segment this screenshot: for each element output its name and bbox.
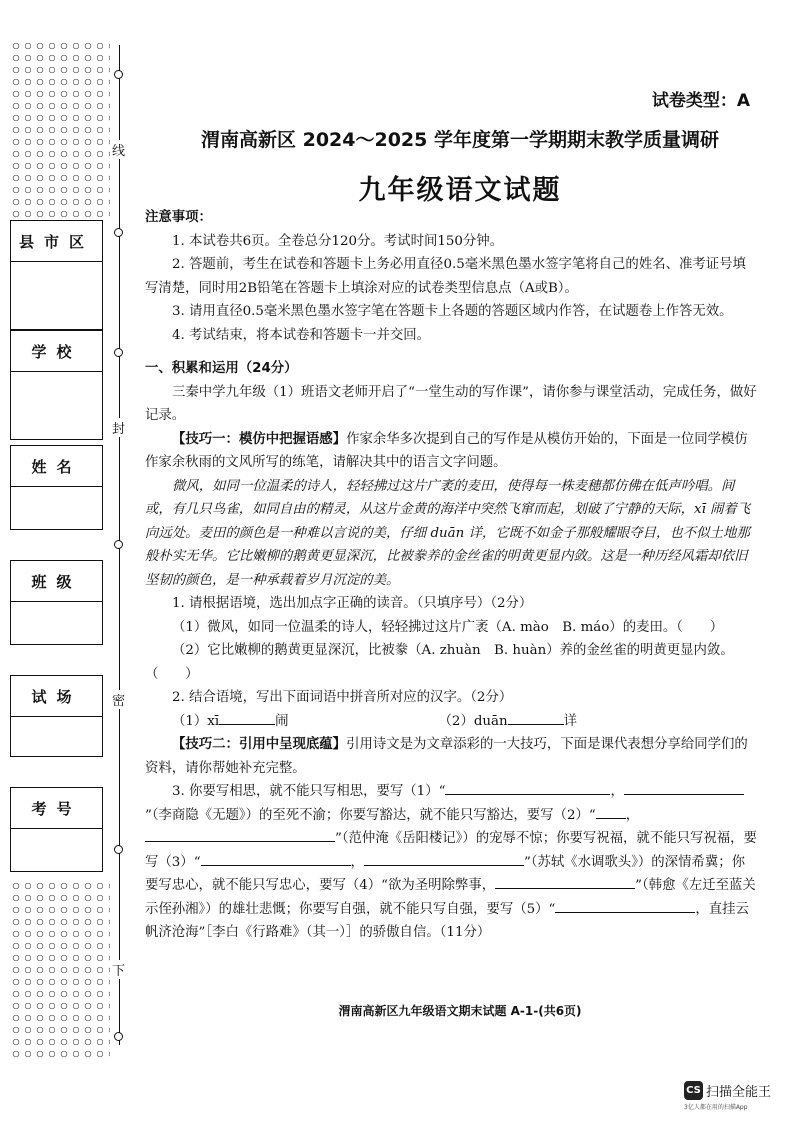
tip-one — [145, 428, 757, 475]
answer-blank[interactable] — [596, 804, 626, 819]
section-intro: 三秦中学九年级（1）班语文老师开启了“一堂生动的写作课”，请你参与课堂活动，完成任务，做好记录。 — [145, 384, 757, 423]
info-label-number: 考号 — [11, 788, 102, 829]
answer-blank[interactable] — [508, 710, 564, 725]
note-item: 3. 请用直径0.5毫米黑色墨水签字笔在答题卡上各题的答题区域内作答，在试题卷上作答无效。 — [172, 304, 733, 319]
info-box-name[interactable] — [10, 445, 103, 530]
answer-blank[interactable] — [201, 851, 351, 866]
binding-char-xia: 下 — [112, 960, 125, 979]
question-3-text: ”（范仲淹《岳阳楼记》）的宠辱不惊；你要写祝福，就不能只写祝福，要写（3）“ — [145, 831, 757, 870]
note-item: 1. 本试卷共6页。全卷总分120分。考试时间150分钟。 — [172, 233, 504, 249]
info-label-class: 班级 — [11, 561, 102, 602]
tip-two — [145, 733, 757, 780]
question-2-part-1: （1）xī — [172, 713, 220, 729]
info-box-number[interactable] — [10, 787, 103, 872]
answer-blank[interactable] — [145, 827, 335, 842]
question-2-part-1-suffix: 闹 — [275, 713, 289, 729]
question-3: 3. 你要写相思，就不能只写相思，要写（1）“ ，”（李商隐《无题》）的至死不渝；你要写豁达，就不能只写豁达，要写（2）“ ，”（范仲淹《岳阳楼记》）的宠辱不惊；你要写祝福，就不能只写祝福，要写（3）“ ， ”（苏轼《水调歌头》）的深情希冀；你要写忠心，就不能只写忠心，要写（4）“欲为圣明除弊事， ”（韩愈《左迁至蓝关示侄孙湘》）的雄壮悲慨；你要写自强，就不能只写自强，要写（5）“ ，直挂云帆济沧海”［李白《行路难》（其一）］的骄傲自信。（11分） — [145, 780, 757, 945]
binding-circle — [114, 348, 123, 357]
question-1-part-2[interactable]: （2）它比嫩柳的鹅黄更显深沉，比被豢（A. zhuàn B. huàn）养的金丝雀的明黄更显内敛。（ ） — [145, 643, 734, 682]
section-heading: 一、积累和运用（24分） — [145, 361, 298, 376]
answer-blank[interactable] — [555, 898, 695, 913]
info-box-class[interactable] — [10, 560, 103, 645]
binding-char-mi: 密 — [112, 690, 125, 709]
answer-blank[interactable] — [364, 851, 524, 866]
subject-title: 九年级语文试题 — [358, 175, 562, 206]
question-2-parts — [145, 710, 757, 734]
question-1: 1. 请根据语境，选出加点字正确的读音。（只填序号）（2分） — [172, 596, 533, 611]
answer-blank[interactable] — [495, 874, 635, 889]
answer-blank[interactable] — [445, 780, 610, 795]
binding-char-xian: 线 — [112, 140, 125, 159]
info-label-county: 县市区 — [11, 221, 102, 262]
binding-circle — [114, 540, 123, 549]
info-box-room[interactable] — [10, 675, 103, 757]
note-item: 4. 考试结束，将本试卷和答题卡一并交回。 — [172, 327, 431, 343]
answer-blank[interactable] — [219, 710, 275, 725]
answer-blank[interactable] — [624, 780, 744, 795]
question-3-text: 3. 你要写相思，就不能只写相思，要写（1）“ — [172, 784, 446, 799]
binding-char-feng: 封 — [112, 418, 125, 437]
dot-border-top — [10, 40, 110, 218]
binding-circle — [114, 228, 123, 237]
tip-two-text: 引用诗文是为文章添彩的一大技巧，下面是课代表想分享给同学们的资料，请你帮她补充完整。 — [145, 737, 748, 776]
dot-border-bottom — [10, 880, 110, 1060]
info-label-name: 姓名 — [11, 446, 102, 487]
exam-type-label: 试卷类型：A — [651, 91, 750, 111]
watermark-name: 扫描全能王 — [706, 1085, 772, 1100]
page-footer: 渭南高新区九年级语文期末试题 A-1-(共6页) — [338, 1004, 582, 1018]
tip-one-label: 【技巧一：模仿中把握语感】 — [172, 431, 347, 447]
exam-content — [145, 206, 757, 945]
camscanner-logo-icon: CS — [684, 1081, 703, 1100]
question-2-part-2-suffix: 详 — [563, 713, 578, 729]
exam-title: 渭南高新区 2024～2025 学年度第一学期期末教学质量调研 — [201, 129, 719, 151]
question-2: 2. 结合语境，写出下面词语中拼音所对应的汉字。（2分） — [172, 690, 513, 705]
info-label-room: 试场 — [11, 676, 102, 717]
question-3-text: ”（李商隐《无题》）的至死不渝；你要写豁达，就不能只写豁达，要写（2）“ — [145, 807, 596, 823]
tip-one-text: 作家余华多次提到自己的写作是从模仿开始的，下面是一位同学模仿作家余秋雨的文风所写的练笔，请解决其中的语言文字问题。 — [145, 431, 748, 470]
note-item: 2. 答题前，考生在试卷和答题卡上务必用直径0.5毫米黑色墨水签字笔将自己的姓名、准考证号填写清楚，同时用2B铅笔在答题卡上填涂对应的试卷类型信息点（A或B）。 — [145, 257, 746, 296]
question-3-text: ”（韩愈《左迁至蓝关示侄孙湘》）的雄壮悲慨；你要写自强，就不能只写自强，要写（5）“ — [145, 878, 756, 917]
passage: 微风，如同一位温柔的诗人，轻轻拂过这片广袤的麦田，使得每一株麦穗都仿佛在低声吟唱。间或，有几只鸟雀，如同自由的精灵，从这片金黄的海洋中突然飞窜而起，划破了宁静的天际，xī 闹着飞向远处。麦田的颜色是一种难以言说的美，仔细 duān 详，它既不如金子那般耀眼夺目，也不似土地那般朴实无华。它比嫩柳的鹅黄更显深沉，比被豢养的金丝雀的明黄更显内敛。这是一种历经风霜却依旧坚韧的颜色，是一种承载着岁月沉淀的美。 — [145, 478, 751, 588]
question-3-text: ，直挂云帆济沧海”［李白《行路难》（其一）］的骄傲自信。（11分） — [145, 901, 749, 940]
binding-circle — [114, 845, 123, 854]
scanner-watermark — [684, 1080, 784, 1111]
notes-heading: 注意事项： — [145, 210, 212, 225]
binding-circle — [114, 1032, 123, 1041]
info-box-county[interactable] — [10, 220, 103, 330]
question-3-text: ”（苏轼《水调歌头》）的深情希冀；你要写忠心，就不能只写忠心，要写（4）“欲为圣明除弊事， — [145, 854, 746, 893]
watermark-subtitle: 3亿人都在用的扫描App — [684, 1104, 748, 1111]
question-1-part-1[interactable]: （1）微风，如同一位温柔的诗人，轻轻拂过这片广袤（A. mào B. máo）的麦田。（ ） — [172, 619, 724, 635]
info-label-school: 学校 — [11, 331, 102, 372]
binding-circle — [114, 70, 123, 79]
tip-two-label: 【技巧二：引用中呈现底蕴】 — [172, 737, 347, 752]
info-box-school[interactable] — [10, 330, 103, 440]
question-2-part-2: （2）duān — [438, 713, 508, 729]
